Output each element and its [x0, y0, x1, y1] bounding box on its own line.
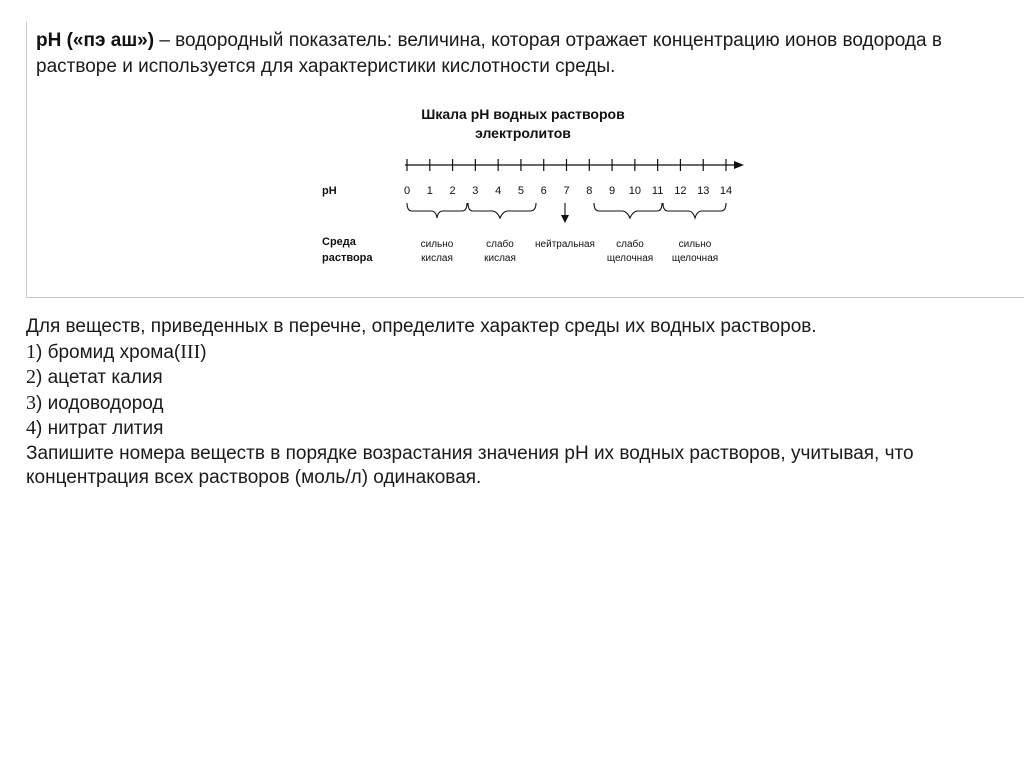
tick-label: 8	[586, 185, 593, 197]
task-intro: Для веществ, приведенных в перечне, определите характер среды их водных растворов.	[26, 316, 817, 337]
zone-3-line1: нейтральная	[535, 239, 595, 250]
scale-title-line2: электролитов	[475, 125, 571, 141]
zone-5-line1: сильно	[678, 239, 712, 250]
axis-arrow-icon	[734, 161, 744, 169]
ph-scale-diagram	[300, 95, 760, 275]
tick-label: 7	[563, 185, 570, 197]
brace-weakly-acidic	[468, 203, 536, 218]
definition-text: водородный показатель: величина, которая отражает концентрацию ионов водорода в растворе и используется для характеристики кислотности среды.	[36, 30, 942, 77]
item-roman: III	[180, 340, 201, 363]
tick-label: 2	[449, 185, 456, 197]
item-text: ) ацетат калия	[36, 367, 163, 388]
item-text: ) нитрат лития	[36, 418, 164, 439]
tick-label: 1	[426, 185, 433, 197]
tick-labels	[404, 185, 732, 197]
definition-paragraph	[36, 28, 1011, 80]
tick-label: 4	[495, 185, 502, 197]
tick-label: 3	[472, 185, 479, 197]
list-item	[26, 340, 1016, 366]
brace-strongly-alkaline	[663, 203, 726, 218]
brace-weakly-alkaline	[594, 203, 662, 218]
task-block	[26, 315, 1016, 491]
list-item	[26, 391, 1016, 417]
tick-label: 0	[403, 185, 411, 197]
tick-label: 14	[719, 185, 733, 197]
zone-1-line1: сильно	[420, 239, 454, 250]
neutral-arrow-icon	[561, 215, 569, 223]
task-instruction: Запишите номера веществ в порядке возрастания значения рН их водных растворов, учитывая, что концентрация всех растворов (моль/л) одинаковая.	[26, 442, 914, 488]
tick-label: 10	[628, 185, 641, 197]
zone-2-line2: кислая	[484, 253, 516, 264]
item-number: 3	[26, 391, 36, 414]
axis-label-ph: рН	[322, 185, 337, 197]
medium-label-line1: Среда	[322, 236, 356, 248]
tick-label: 9	[609, 185, 616, 197]
scale-title-line1: Шкала рН водных растворов	[421, 106, 625, 122]
zone-4-line2: щелочная	[606, 253, 654, 264]
list-item	[26, 365, 1016, 391]
zone-5-line2: щелочная	[671, 253, 719, 264]
item-close: )	[200, 341, 207, 363]
zone-2-line1: слабо	[486, 239, 514, 250]
item-text: ) иодоводород	[36, 392, 164, 414]
brace-strongly-acidic	[407, 203, 467, 218]
tick-label: 6	[540, 185, 547, 197]
zone-1-line2: кислая	[421, 253, 453, 264]
medium-label-line2: раствора	[322, 252, 373, 264]
list-item	[26, 416, 1016, 442]
definition-dash: –	[154, 30, 176, 51]
tick-label: 12	[674, 185, 687, 197]
item-number: 1	[26, 340, 36, 363]
tick-label: 5	[517, 185, 524, 197]
item-number: 4	[26, 417, 36, 439]
tick-label: 11	[651, 185, 664, 197]
tick-label: 13	[697, 185, 710, 197]
zone-4-line1: слабо	[616, 239, 644, 250]
item-number: 2	[26, 366, 36, 388]
definition-term: pH («пэ аш»)	[36, 30, 155, 51]
item-text: ) бромид хрома(	[36, 341, 181, 363]
